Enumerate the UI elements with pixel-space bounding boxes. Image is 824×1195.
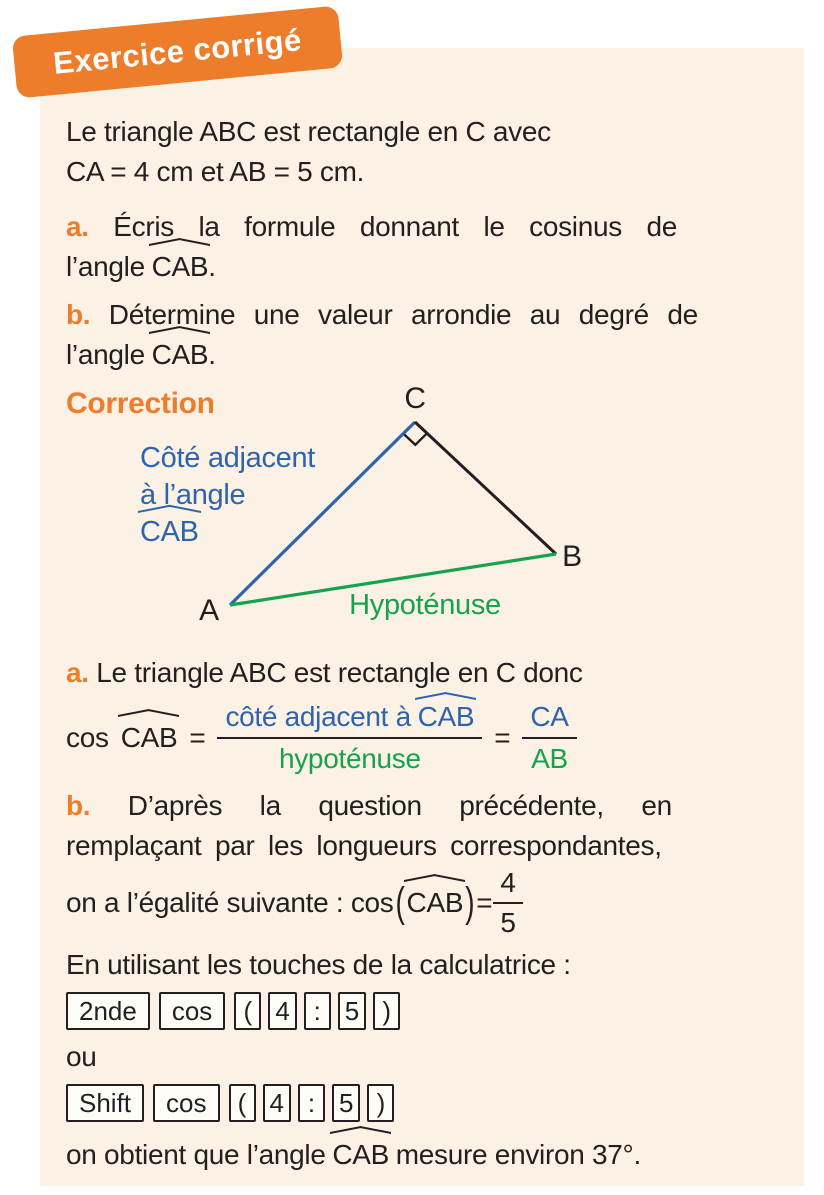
vertex-c-label: C — [404, 382, 426, 415]
conclusion-suffix: mesure environ 37°. — [395, 1139, 641, 1170]
angle-cab: CAB — [152, 247, 209, 287]
equals-sign: = — [476, 887, 493, 918]
value-fraction — [493, 866, 522, 939]
ratio-fraction — [217, 700, 482, 775]
fraction-denominator: hypoténuse — [278, 743, 421, 774]
open-paren: ( — [395, 879, 405, 926]
solution-b-marker: b. — [66, 790, 91, 821]
intro-paragraph — [66, 112, 790, 192]
hypotenuse-label: Hypoténuse — [349, 589, 501, 621]
solution-b-line-2: remplaçant par les longueurs correspondantes, — [66, 830, 662, 861]
calculator-key-cos: cos — [153, 1084, 219, 1122]
fraction-numerator: CA — [522, 700, 576, 739]
angle-cab: CAB — [417, 701, 475, 733]
question-b-text: Détermine une valeur arrondie au degré de — [108, 299, 698, 330]
intro-line-2: CA = 4 cm et AB = 5 cm. — [66, 156, 365, 187]
equation-text: on a l’égalité suivante : cos — [66, 887, 394, 918]
question-a-text: Écris la formule donnant le cosinus de — [113, 211, 677, 242]
calculator-intro: En utilisant les touches de la calculatrice : — [66, 949, 571, 980]
question-b — [66, 295, 790, 375]
calculator-key-2nde: 2nde — [66, 992, 150, 1030]
vertex-b-label: B — [562, 540, 582, 573]
equals-sign: = — [189, 722, 206, 753]
conclusion-prefix: on obtient que l’angle — [66, 1139, 326, 1170]
question-a-line-1 — [66, 211, 677, 242]
solution-a-intro — [66, 654, 790, 692]
right-angle-marker — [404, 434, 426, 445]
solution-a-text: Le triangle ABC est rectangle en C donc — [96, 657, 583, 688]
fraction-numerator — [217, 700, 482, 739]
angle-cab: CAB — [140, 514, 199, 551]
cos-word: cos — [66, 722, 109, 753]
calculator-key-4: 4 — [268, 992, 296, 1030]
angle-cab: CAB — [121, 718, 178, 758]
close-paren: ) — [465, 879, 475, 926]
badge-label: Exercice corrigé — [51, 22, 304, 81]
solution-b-line-1 — [66, 786, 790, 826]
calculator-key-row-2 — [66, 1084, 790, 1122]
calculator-key-open: ( — [229, 1084, 256, 1122]
side-cb-line — [415, 422, 556, 554]
side-ratio-fraction — [522, 700, 576, 775]
angle-cab: CAB — [332, 1135, 389, 1175]
question-a-angle-prefix: l’angle — [66, 251, 145, 282]
adjacent-label-line-1: Côté adjacent — [140, 442, 316, 474]
solution-a-marker: a. — [66, 657, 89, 688]
question-b-line-2 — [66, 339, 216, 370]
adjacent-label-line-2: à l’angle — [140, 479, 246, 511]
calculator-key-row-1 — [66, 992, 790, 1030]
angle-cab: CAB — [152, 335, 209, 375]
correction-heading: Correction — [66, 387, 215, 420]
question-a — [66, 207, 790, 287]
numerator-text: côté adjacent à — [225, 701, 411, 733]
question-b-line-1 — [66, 299, 698, 330]
cosine-value-equation — [66, 866, 790, 940]
calculator-key-divide: : — [298, 1084, 325, 1122]
calculator-key-shift: Shift — [66, 1084, 144, 1122]
question-b-suffix: . — [208, 339, 216, 370]
question-b-angle-prefix: l’angle — [66, 339, 145, 370]
cosine-formula — [66, 696, 790, 780]
solution-b — [66, 786, 790, 940]
conclusion — [66, 1135, 790, 1175]
calculator-key-divide: : — [304, 992, 331, 1030]
adjacent-side-label — [140, 440, 315, 551]
vertex-a-label: A — [199, 594, 219, 627]
question-a-marker: a. — [66, 211, 89, 242]
intro-line-1: Le triangle ABC est rectangle en C avec — [66, 116, 551, 147]
fraction-denominator: AB — [531, 743, 568, 774]
fraction-numerator: 4 — [493, 866, 522, 904]
calculator-key-close: ) — [373, 992, 400, 1030]
calculator-key-5: 5 — [338, 992, 366, 1030]
angle-cab: CAB — [407, 883, 464, 923]
or-word: ou — [66, 1041, 97, 1072]
question-a-line-2 — [66, 251, 216, 282]
calculator-key-close: ) — [367, 1084, 394, 1122]
calculator-key-5: 5 — [332, 1084, 360, 1122]
question-a-suffix: . — [208, 251, 216, 282]
fraction-denominator: 5 — [500, 907, 516, 938]
equals-sign: = — [494, 722, 511, 753]
solution-b-text: D’après la question précédente, en — [127, 790, 672, 821]
calculator-key-cos: cos — [159, 992, 225, 1030]
question-b-marker: b. — [66, 299, 91, 330]
exercise-panel — [40, 48, 804, 1186]
calculator-key-open: ( — [234, 992, 261, 1030]
calculator-key-4: 4 — [263, 1084, 291, 1122]
